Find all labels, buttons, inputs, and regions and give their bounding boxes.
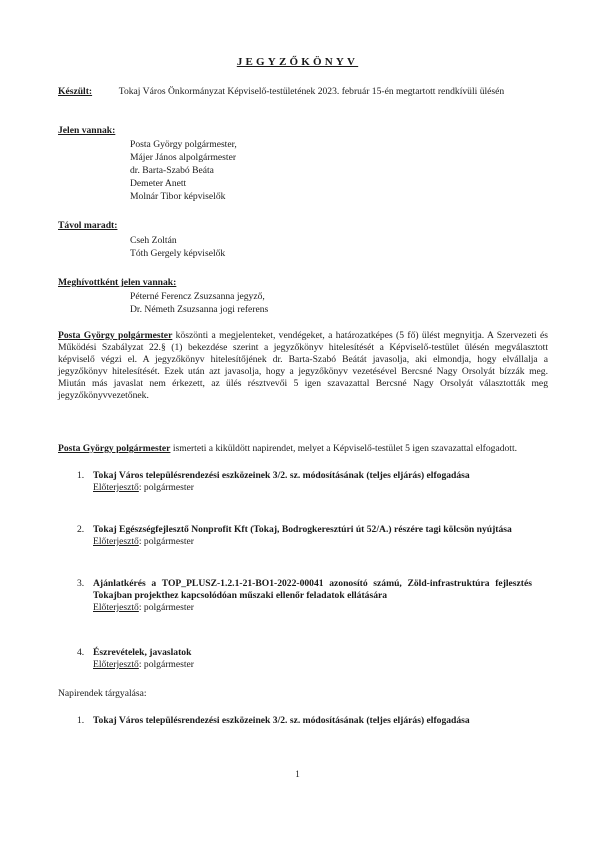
agenda-item-number: 3. (77, 578, 85, 589)
keszult-label: Készült: (58, 86, 93, 97)
document-title: JEGYZŐKÖNYV (236, 56, 359, 68)
tavol-maradt-label (58, 220, 548, 232)
list-item: Cseh Zoltán (130, 235, 177, 246)
agenda-item-presenter (93, 659, 532, 671)
opening-paragraph (58, 330, 548, 402)
agenda-item-presenter (93, 602, 532, 614)
tavol-maradt-list (130, 234, 530, 260)
list-item: Demeter Anett (130, 178, 187, 189)
list-item: dr. Barta-Szabó Beáta (130, 165, 214, 176)
list-item: Dr. Németh Zsuzsanna jogi referens (130, 304, 269, 315)
agenda-item (77, 524, 532, 548)
agenda-item-title: Észrevételek, javaslatok (93, 647, 192, 658)
agenda-intro-text: ismerteti a kiküldött napirendet, melyet a Képviselő-testület 5 igen szavazattal elfogadott. (170, 443, 518, 454)
list-item: Májer János alpolgármester (130, 152, 237, 163)
agenda-item (77, 578, 532, 614)
napirendek-heading: Napirendek tárgyalása: (58, 688, 147, 699)
presenter-label: Előterjesztő (93, 602, 139, 613)
presenter-label: Előterjesztő (93, 536, 139, 547)
list-item: Tóth Gergely képviselők (130, 248, 226, 259)
agenda-item-title: Ajánlatkérés a TOP_PLUSZ-1.2.1-21-BO1-2022-00041 azonosító számú, Zöld-infrastruktúra fejlesztés Tokajban projekthez kapcsolódóan műszaki ellenőr feladatok ellátására (93, 578, 532, 601)
presenter-value: : polgármester (138, 536, 194, 547)
presenter-value: : polgármester (138, 482, 194, 493)
agenda-item-number: 2. (77, 524, 85, 535)
presenter-label: Előterjesztő (93, 482, 139, 493)
page-number: 1 (295, 769, 300, 779)
agenda-item-presenter (93, 536, 532, 548)
discussion-item-number: 1. (77, 715, 85, 726)
jelen-vannak-list (130, 138, 530, 203)
list-item: Molnár Tibor képviselők (130, 191, 226, 202)
agenda-item-title: Tokaj Egészségfejlesztő Nonprofit Kft (Tokaj, Bodrogkeresztúri út 52/A.) részére tagi kölcsön nyújtása (93, 524, 512, 535)
jelen-vannak-label-text: Jelen vannak: (58, 125, 116, 136)
list-item: Posta György polgármester, (130, 139, 237, 150)
agenda-item-presenter (93, 482, 532, 494)
discussion-item (77, 715, 532, 727)
list-item: Péterné Ferencz Zsuzsanna jegyző, (130, 291, 265, 302)
agenda-item (77, 647, 532, 671)
jelen-vannak-label (58, 125, 548, 137)
agenda-item-number: 4. (77, 647, 85, 658)
speaker-name: Posta György polgármester (58, 443, 171, 454)
opening-text: köszönti a megjelenteket, vendégeket, a határozatképes (5 fő) ülést megnyitja. A Szervezeti és Működési Szabályzat 22.§ (1) bekezdése szerint a jegyzőkönyv hitelesítését a Képviselő-testület ülésén megválasztott képviselő végzi el. A jegyzőkönyv hitelesítőjének dr. Barta-Szabó Beátát javasolja, aki elmondja, hogy elvállalja a jegyzőkönyv hitelesítését. Ezek után azt javasolja, hogy a jegyzőkönyv vezetésével Bercsné Nagy Orsolyát bízzák meg. Miután más javaslat nem érkezett, az ülés résztvevői 5 igen szavazattal Bercsné Nagy Orsolyát választották meg jegyzőkönyvvezetőnek. (58, 330, 548, 401)
agenda-item (77, 470, 532, 494)
agenda-item-number: 1. (77, 470, 85, 481)
presenter-value: : polgármester (138, 659, 194, 670)
agenda-intro-paragraph (58, 443, 548, 455)
discussion-item-title: Tokaj Város településrendezési eszközeinek 3/2. sz. módosításának (teljes eljárás) elfogadása (93, 715, 470, 726)
presenter-value: : polgármester (138, 602, 194, 613)
meghivottkent-label (58, 277, 548, 289)
speaker-name: Posta György polgármester (58, 330, 173, 341)
tavol-maradt-label-text: Távol maradt: (58, 220, 118, 231)
meghivottkent-list (130, 290, 530, 316)
meghivottkent-label-text: Meghívottként jelen vannak: (58, 277, 177, 288)
presenter-label: Előterjesztő (93, 659, 139, 670)
agenda-item-title: Tokaj Város településrendezési eszközeinek 3/2. sz. módosításának (teljes eljárás) elfogadása (93, 470, 470, 481)
keszult-paragraph (58, 86, 548, 98)
keszult-text: Tokaj Város Önkormányzat Képviselő-testületének 2023. február 15-én megtartott rendkívüli ülésén (118, 86, 505, 97)
